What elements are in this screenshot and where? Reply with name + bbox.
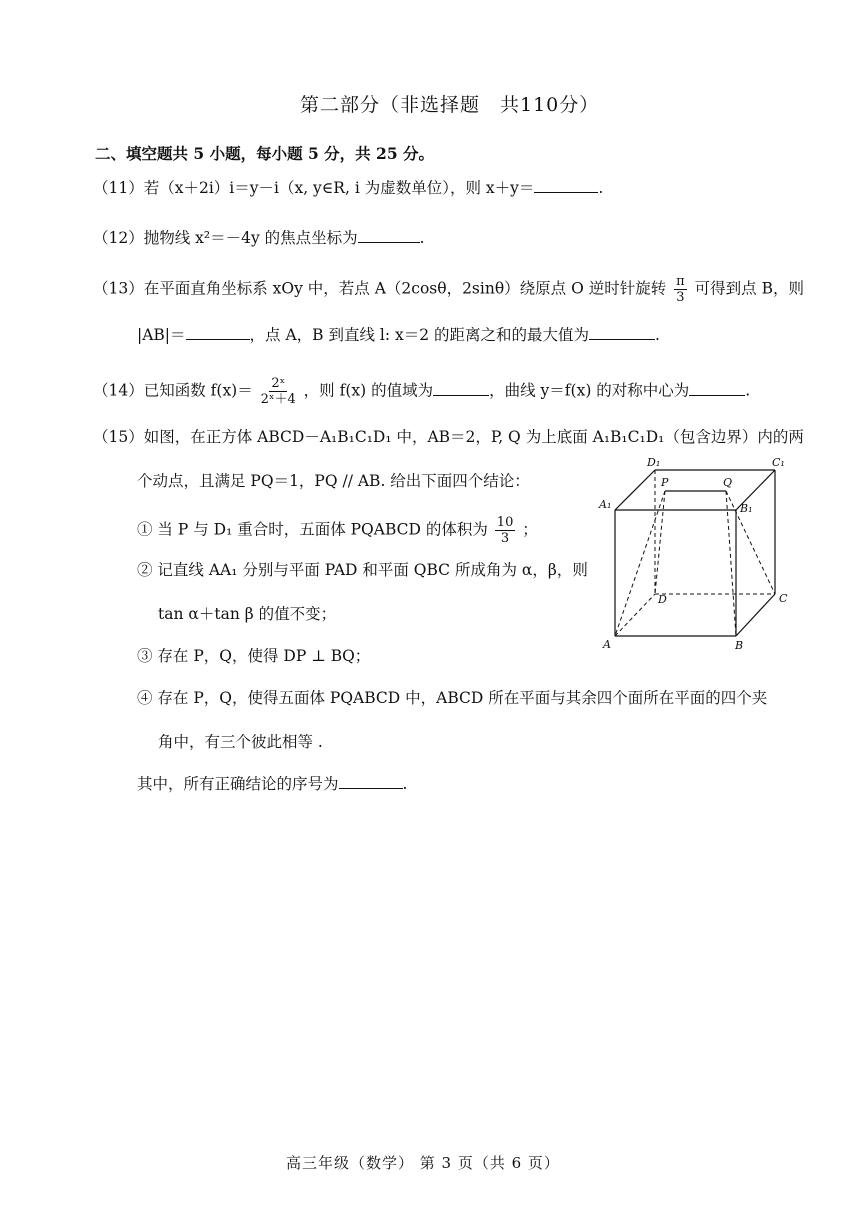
answer-blank[interactable] [339,788,403,789]
label-b1: B₁ [740,502,753,515]
question-number: （11） [93,179,144,197]
answer-blank[interactable] [689,395,745,396]
label-a1: A₁ [599,498,612,511]
fraction-numerator: 10 [496,515,514,530]
answer-blank[interactable] [186,339,250,340]
question-text: . [419,229,425,247]
fraction [495,515,516,546]
question-number: （15） [93,428,144,446]
fraction-denominator: 2ˣ＋4 [260,392,296,407]
label-p: P [661,476,669,489]
question-14 [93,376,750,407]
fraction-denominator: 3 [676,290,685,305]
question-text: ，曲线 y＝f(x) 的对称中心为 [489,381,690,400]
question-15 [93,425,804,447]
question-text: 在平面直角坐标系 xOy 中，若点 A（2cosθ，2sinθ）绕原点 O 逆时针旋转 [143,279,667,298]
fraction-numerator: 2ˣ [271,376,286,391]
fraction-numerator: π [676,274,685,289]
cube-figure [595,450,805,655]
label-q: Q [723,476,733,489]
question-text: 抛物线 x²＝－4y 的焦点坐标为 [143,229,358,247]
fraction-denominator: 3 [500,531,510,546]
question-text: . [655,326,660,344]
question-text: 其中，所有正确结论的序号为 [137,775,339,793]
answer-blank[interactable] [534,192,598,193]
conclusion-3: ③ 存在 P，Q，使得 DP ⊥ BQ； [137,647,371,665]
conclusion-4-line-2: 角中，有三个彼此相等 . [158,733,323,751]
fraction [261,376,296,407]
label-d1: D₁ [647,456,661,469]
label-d: D [658,593,667,606]
question-text: 可得到点 B，则 [694,279,804,298]
conclusion-1 [137,515,538,546]
label-c: C [779,592,788,605]
question-text: |AB|＝ [137,326,186,344]
question-15-line-2: 个动点，且满足 PQ＝1，PQ // AB. 给出下面四个结论： [137,472,530,490]
question-text: . [745,381,751,400]
segment-qb [726,491,736,636]
question-12 [93,226,425,248]
conclusion-2: ② 记直线 AA₁ 分别与平面 PAD 和平面 QBC 所成角为 α，β，则 [137,561,588,579]
page-footer: 高三年级（数学） 第 3 页（共 6 页） [286,1154,560,1172]
answer-blank[interactable] [358,242,420,243]
question-text: ，则 f(x) 的值域为 [303,381,434,400]
edge-ad [615,594,655,636]
part-title: 第二部分（非选择题 共110分） [300,94,600,116]
question-text: . [598,179,604,197]
answer-blank[interactable] [589,339,655,340]
question-text: 如图，在正方体 ABCD－A₁B₁C₁D₁ 中，AB＝2，P, Q 为上底面 A₁B₁C₁D₁（包含边界）内的两 [143,428,804,446]
answer-blank[interactable] [433,395,489,396]
question-text: ① 当 P 与 D₁ 重合时，五面体 PQABCD 的体积为 [137,520,488,539]
label-c1: C₁ [772,456,785,469]
edge-a1d1 [615,470,655,510]
conclusion-2-line-2: tan α＋tan β 的值不变； [158,605,337,623]
label-b: B [735,639,744,652]
fraction [674,274,687,305]
edge-bc [736,594,775,636]
question-text: ； [522,520,538,539]
question-text: . [402,775,408,793]
question-number: （13） [93,279,144,298]
question-number: （14） [93,381,144,400]
section-heading: 二、填空题共 5 小题，每小题 5 分，共 25 分。 [95,144,435,163]
question-text: ，点 A，B 到直线 l: x＝2 的距离之和的最大值为 [249,326,590,344]
final-question [137,772,407,794]
label-a: A [603,638,611,651]
question-13-line-2 [137,323,660,345]
question-number: （12） [93,229,144,247]
question-13 [93,274,804,305]
conclusion-4: ④ 存在 P，Q，使得五面体 PQABCD 中，ABCD 所在平面与其余四个面所在平面的四个夹 [137,689,768,707]
question-text: 若（x＋2i）i＝y－i（x, y∈R, i 为虚数单位），则 x＋y＝ [143,179,535,197]
question-text: 已知函数 f(x)＝ [143,381,253,400]
question-11 [93,176,603,198]
